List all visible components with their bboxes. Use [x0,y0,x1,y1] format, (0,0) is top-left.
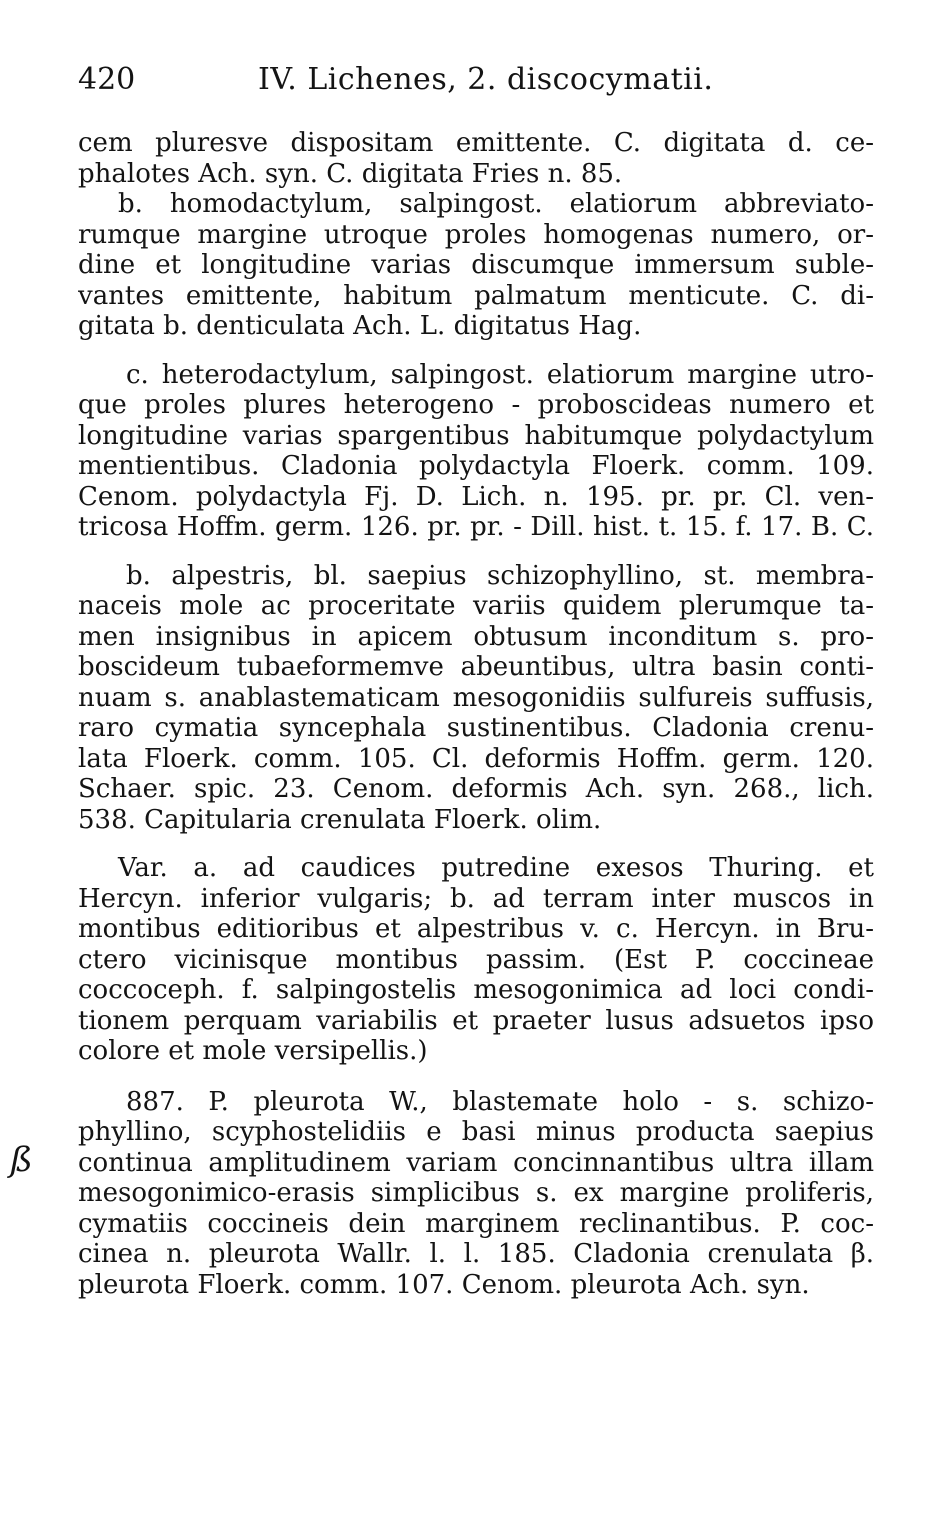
text-line: b. alpestris, bl. saepius schizophyllino, st. membra- [126,560,874,591]
body-text [78,128,874,1300]
text-line: montibus editioribus et alpestribus v. c. Hercyn. in Bru- [78,914,874,944]
text-line: cem pluresve dispositam emittente. C. digitata d. ce- [78,128,874,158]
page-header [78,58,878,102]
text-line: c. heterodactylum, salpingost. elatiorum margine utro- [126,359,874,390]
paragraph-varieties [78,853,874,1067]
text-line: tionem perquam variabilis et praeter lusus adsuetos ipso [78,1005,874,1036]
paragraph-pleurota [78,1087,874,1301]
text-line: coccoceph. f. salpingostelis mesogonimica ad loci condi- [78,975,874,1005]
text-line: ctero vicinisque montibus passim. (Est P. coccineae [78,944,874,975]
text-line: mentientibus. Cladonia polydactyla Floerk. comm. 109. [78,451,874,481]
text-line: vantes emittente, habitum palmatum menticute. C. di- [78,280,874,311]
text-line: tricosa Hoffm. germ. 126. pr. pr. - Dill. hist. t. 15. f. 17. B. C. [78,512,874,542]
text-line: rumque margine utroque proles homogenas numero, or- [78,219,874,250]
text-line: Hercyn. inferior vulgaris; b. ad terram inter muscos in [78,883,874,914]
text-line: naceis mole ac proceritate variis quidem plerumque ta- [78,591,874,621]
text-line: gitata b. denticulata Ach. L. digitatus Hag. [78,311,642,341]
text-line: raro cymatia syncephala sustinentibus. Cladonia crenu- [78,713,874,743]
paragraph-continuation [78,128,874,189]
text-line: 538. Capitularia crenulata Floerk. olim. [78,804,602,835]
text-line: men insignibus in apicem obtusum inconditum s. pro- [78,621,874,652]
text-line: Var. a. ad caudices putredine exesos Thuring. et [118,853,874,883]
text-line: lata Floerk. comm. 105. Cl. deformis Hoffm. germ. 120. [78,743,874,774]
margin-annotation: ß [10,1140,33,1180]
text-line: cymatiis coccineis dein marginem reclinantibus. P. coc- [78,1208,874,1239]
paragraph-heterodactylum [78,360,874,543]
paragraph-alpestris [78,561,874,836]
text-line: continua amplitudinem variam concinnantibus ultra illam [78,1147,874,1178]
text-line: Schaer. spic. 23. Cenom. deformis Ach. syn. 268., lich. [78,774,874,804]
text-line: phalotes Ach. syn. C. digitata Fries n. 85. [78,158,623,189]
text-line: b. homodactylum, salpingost. elatiorum abbreviato- [118,189,874,219]
text-line: dine et longitudine varias discumque immersum suble- [78,250,874,280]
text-line: que proles plures heterogeno - proboscideas numero et [78,390,874,420]
text-line: nuam s. anablastematicam mesogonidiis sulfureis suffusis, [78,682,874,713]
text-line: phyllino, scyphostelidiis e basi minus producta saepius [78,1117,874,1147]
text-line: boscideum tubaeformemve abeuntibus, ultra basin conti- [78,652,874,682]
text-line: pleurota Floerk. comm. 107. Cenom. pleurota Ach. syn. [78,1269,810,1300]
running-title: IV. Lichenes, 2. discocymatii. [258,62,714,97]
text-line: mesogonimico-erasis simplicibus s. ex margine proliferis, [78,1178,874,1208]
text-line: longitudine varias spargentibus habitumque polydactylum [78,420,874,451]
text-line: colore et mole versipellis.) [78,1036,428,1066]
text-line: cinea n. pleurota Wallr. l. l. 185. Cladonia crenulata β. [78,1239,874,1269]
page-number: 420 [78,62,136,97]
text-line: 887. P. pleurota W., blastemate holo - s. schizo- [126,1086,874,1117]
paragraph-homodactylum [78,189,874,342]
text-line: Cenom. polydactyla Fj. D. Lich. n. 195. pr. pr. Cl. ven- [78,481,874,512]
